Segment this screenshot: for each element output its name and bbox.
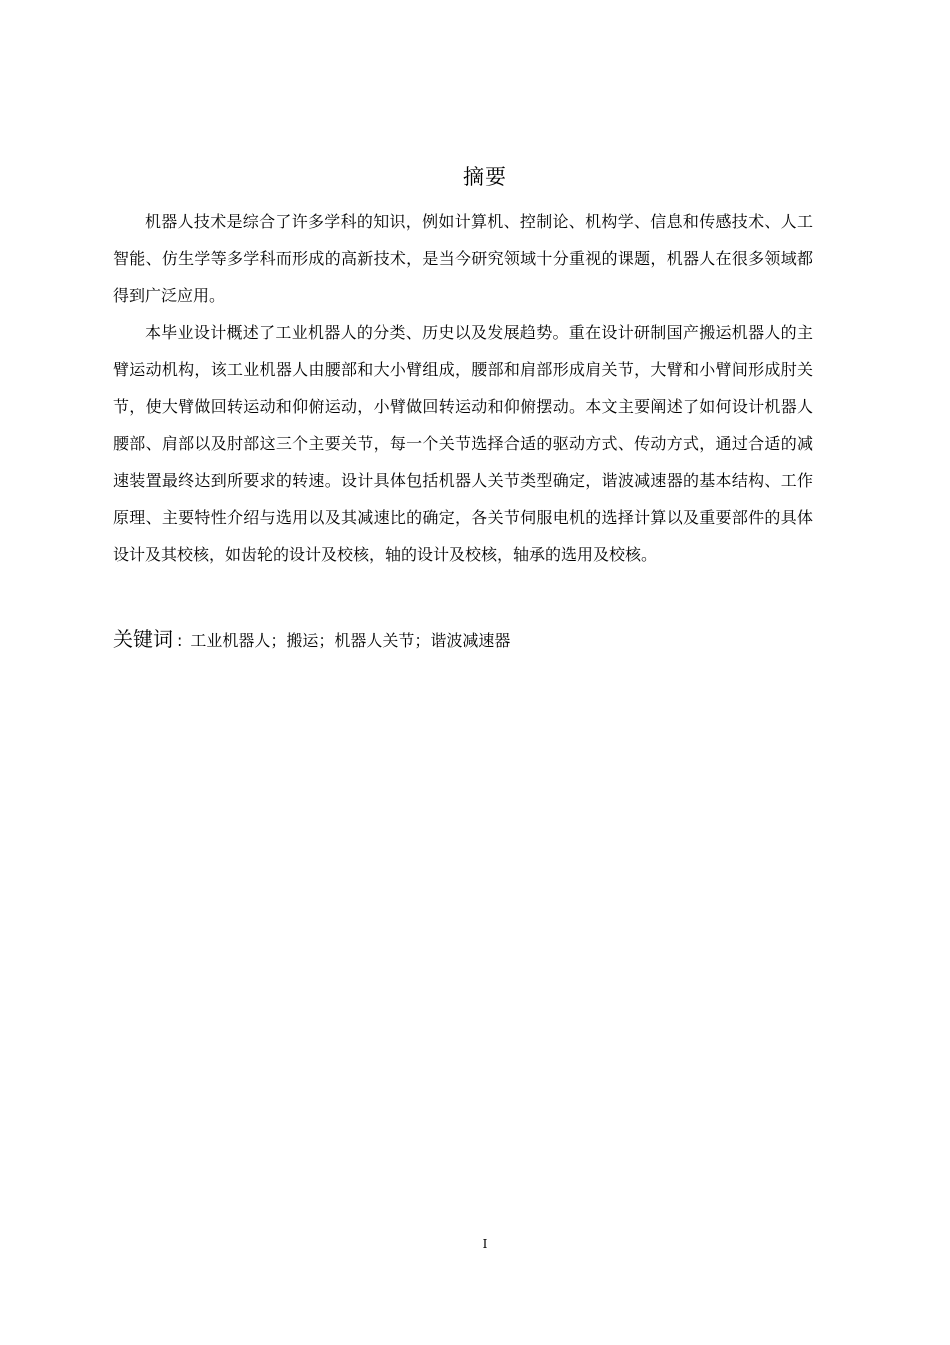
abstract-paragraph-2: 本毕业设计概述了工业机器人的分类、历史以及发展趋势。重在设计研制国产搬运机器人的主臂运动机构，该工业机器人由腰部和大小臂组成，腰部和肩部形成肩关节，大臂和小臂间形成肘关节，使大臂做回转运动和仰俯运动，小臂做回转运动和仰俯摆动。本文主要阐述了如何设计机器人腰部、肩部以及肘部这三个主要关节，每一个关节选择合适的驱动方式、传动方式，通过合适的减速装置最终达到所要求的转速。设计具体包括机器人关节类型确定，谐波减速器的基本结构、工作原理、主要特性介绍与选用以及其减速比的确定，各关节伺服电机的选择计算以及重要部件的具体设计及其校核，如齿轮的设计及校核，轴的设计及校核，轴承的选用及校核。 <box>113 323 813 564</box>
abstract-body <box>113 203 813 573</box>
keywords-value: 工业机器人；搬运；机器人关节；谐波减速器 <box>190 631 511 650</box>
keywords-separator: : <box>177 631 183 650</box>
page-number: I <box>482 1237 488 1251</box>
keywords-label: 关键词 <box>113 627 173 651</box>
abstract-paragraph-1: 机器人技术是综合了许多学科的知识，例如计算机、控制论、机构学、信息和传感技术、人工智能、仿生学等多学科而形成的高新技术，是当今研究领域十分重视的课题，机器人在很多领域都得到广泛应用。 <box>113 212 813 305</box>
keywords-line <box>113 624 813 656</box>
abstract-title: 摘要 <box>463 165 507 189</box>
